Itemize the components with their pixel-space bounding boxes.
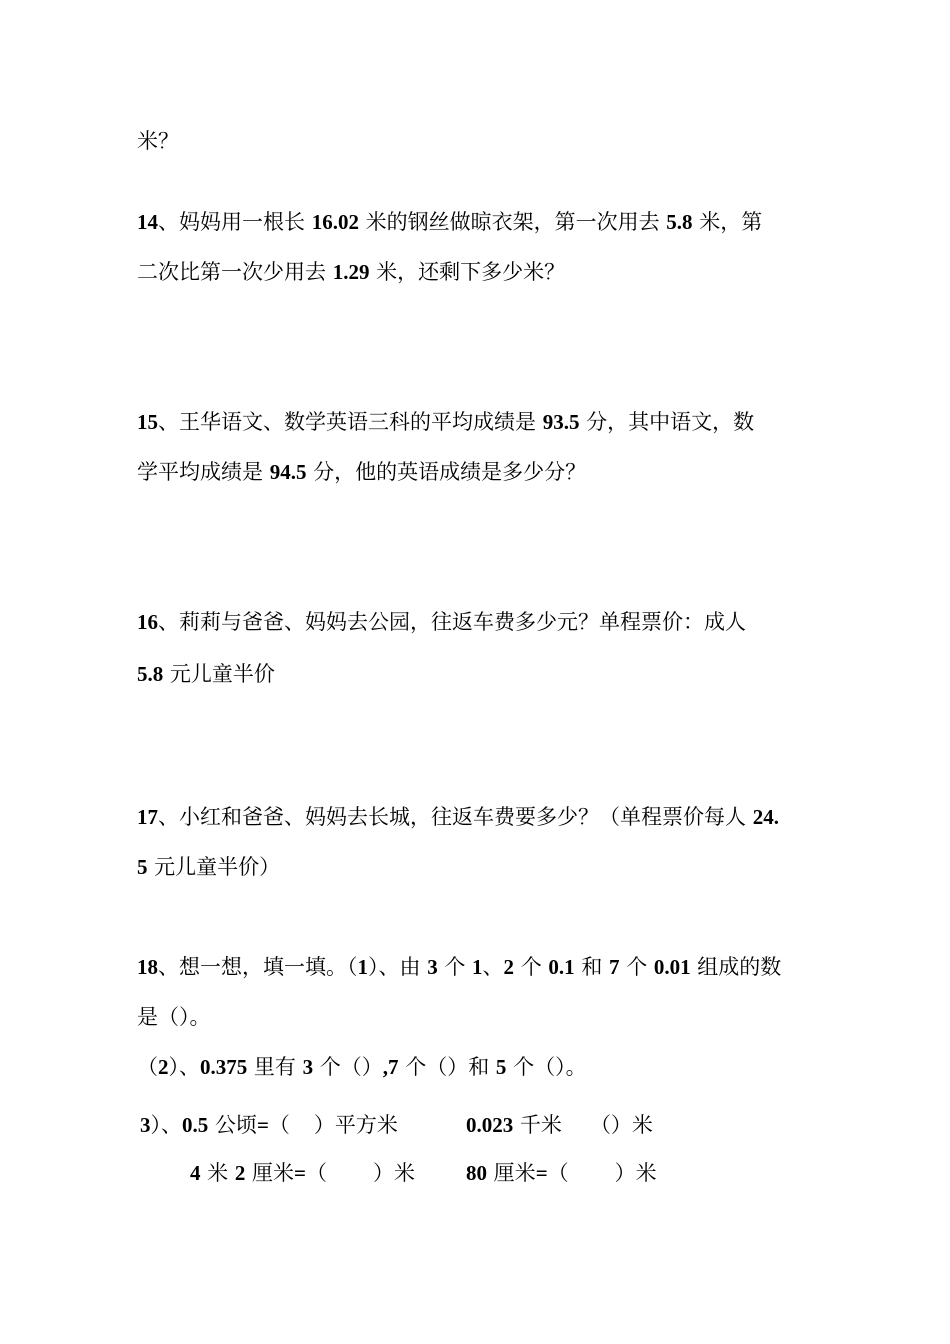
question-17-line-2: 5 元儿童半价） bbox=[137, 855, 281, 879]
question-17-line-1: 17、小红和爸爸、妈妈去长城，往返车费要多少？（单程票价每人 24. bbox=[137, 805, 779, 829]
question-18-part-3-kilometer: 0.023 千米 （）米 bbox=[466, 1113, 653, 1137]
question-18-line-2: 是（）。 bbox=[137, 1005, 211, 1029]
question-15-line-1: 15、王华语文、数学英语三科的平均成绩是 93.5 分，其中语文，数 bbox=[137, 410, 755, 434]
question-14-line-1: 14、妈妈用一根长 16.02 米的钢丝做晾衣架，第一次用去 5.8 米，第 bbox=[137, 210, 763, 234]
question-16-line-1: 16、莉莉与爸爸、妈妈去公园，往返车费多少元？单程票价：成人 bbox=[137, 610, 746, 634]
question-18-part-3-centimeter: 80 厘米=（ ）米 bbox=[466, 1161, 657, 1185]
question-18-part-3-meter-cm: 4 米 2 厘米=（ ）米 bbox=[190, 1161, 416, 1185]
question-14-line-2: 二次比第一次少用去 1.29 米，还剩下多少米？ bbox=[137, 260, 566, 284]
question-13-tail: 米？ bbox=[137, 129, 179, 153]
question-18-line-1: 18、想一想，填一填。（1）、由 3 个 1、2 个 0.1 和 7 个 0.01 组成的数 bbox=[137, 955, 782, 979]
question-18-part-3-hectare: 3）、0.5 公顷=（ ）平方米 bbox=[140, 1113, 398, 1137]
question-16-line-2: 5.8 元儿童半价 bbox=[137, 662, 275, 686]
question-18-part-2: （2）、0.375 里有 3 个（）,7 个（）和 5 个（）。 bbox=[137, 1055, 587, 1079]
question-15-line-2: 学平均成绩是 94.5 分，他的英语成绩是多少分？ bbox=[137, 460, 587, 484]
